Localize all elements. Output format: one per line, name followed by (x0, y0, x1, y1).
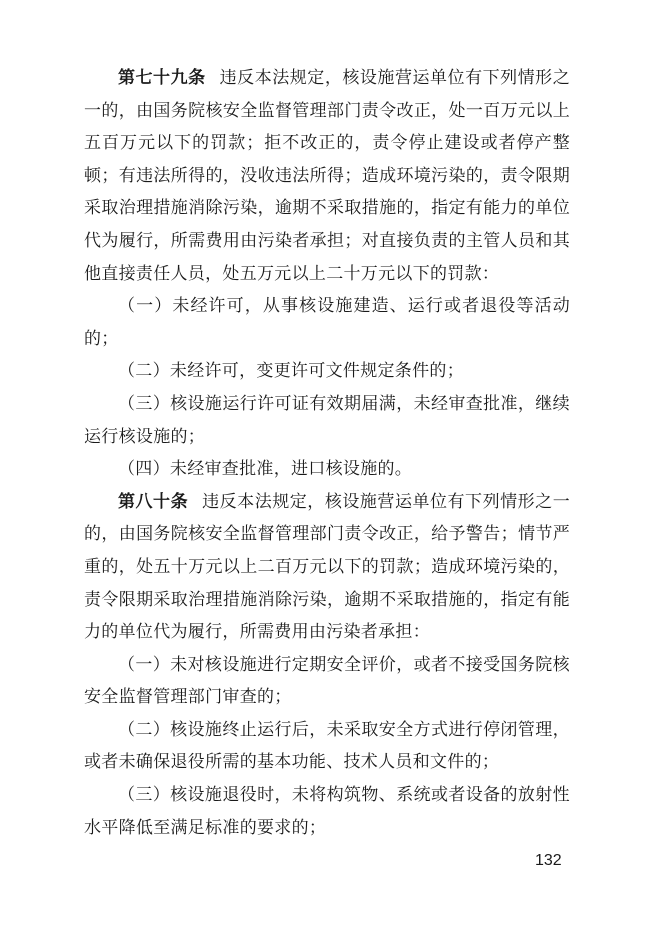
article-80-item-3: （三）核设施退役时，未将构筑物、系统或者设备的放射性水平降低至满足标准的要求的； (84, 785, 570, 838)
article-79-number: 第七十九条 (118, 68, 206, 88)
article-80-number: 第八十条 (118, 491, 189, 512)
article-79-item-1: （一）未经许可，从事核设施建造、运行或者退役等活动的； (84, 296, 570, 349)
article-79-item-4: （四）未经审查批准，进口核设施的。 (118, 459, 413, 480)
article-80-intro-text: 违反本法规定，核设施营运单位有下列情形之一的，由国务院核安全监督管理部门责令改正，给予警告；情节严重的，处五十万元以上二百万元以下的罚款；造成环境污染的，责令限期采取治理措施消除污染，逾期不采取措施的，指定有能力的单位代为履行，所需费用由污染者承担： (84, 491, 570, 643)
article-79-item-2: （二）未经许可，变更许可文件规定条件的； (118, 361, 464, 382)
article-79-intro-text: 违反本法规定，核设施营运单位有下列情形之一的，由国务院核安全监督管理部门责令改正，处一百万元以上五百万元以下的罚款；拒不改正的，责令停止建设或者停产整顿；有违法所得的，没收违法所得；造成环境污染的，责令限期采取治理措施消除污染，逾期不采取措施的，指定有能力的单位代为履行，所需费用由污染者承担；对直接负责的主管人员和其他直接责任人员，处五万元以上二十万元以下的罚款： (84, 68, 571, 284)
article-80-intro (84, 486, 570, 649)
article-80-item-1: （一）未对核设施进行定期安全评价，或者不接受国务院核安全监督管理部门审查的； (84, 654, 570, 708)
article-79-item-3: （三）核设施运行许可证有效期届满，未经审查批准，继续运行核设施的； (84, 393, 570, 447)
article-80-item-2: （二）核设施终止运行后，未采取安全方式进行停闭管理，或者未确保退役所需的基本功能、技术人员和文件的； (84, 719, 570, 773)
page-number: 132 (535, 852, 562, 869)
article-79-intro (84, 62, 570, 290)
document-body (84, 62, 570, 844)
